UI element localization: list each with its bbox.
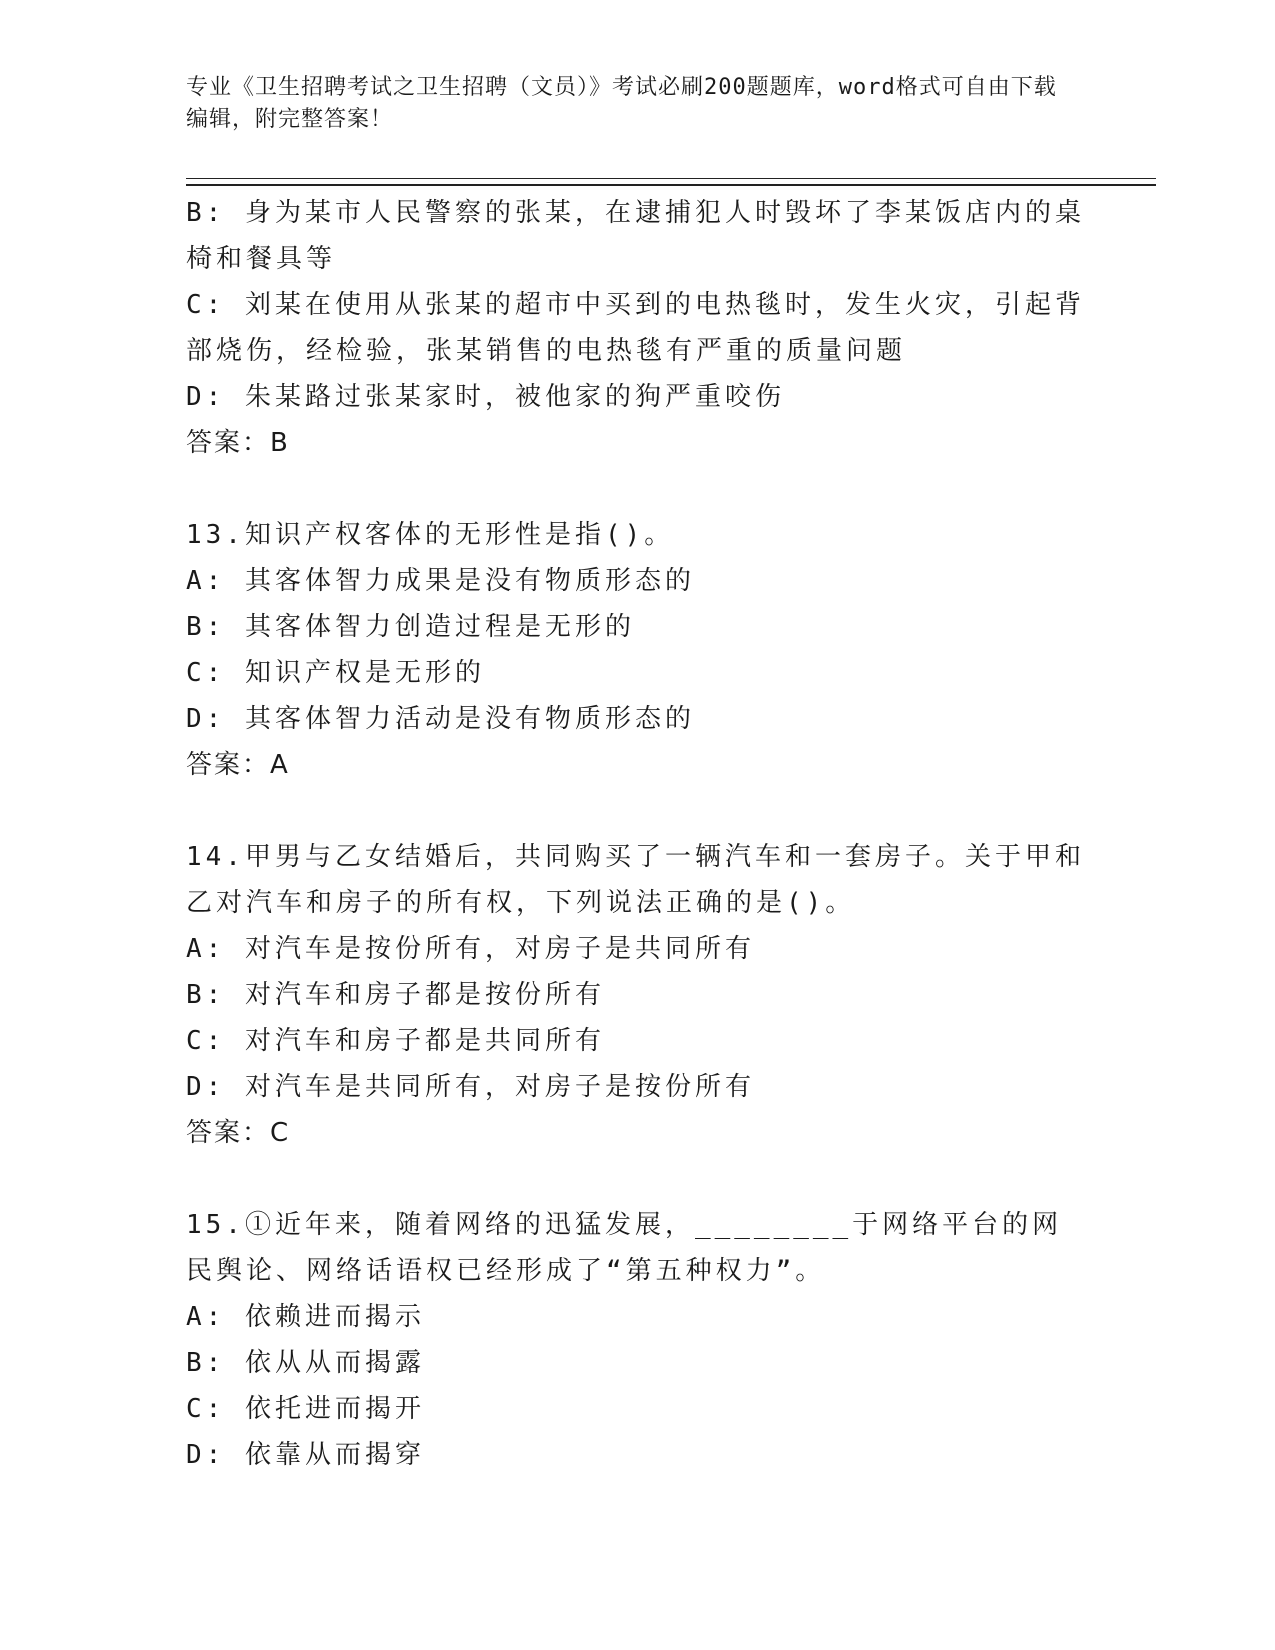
option-d: D: 依靠从而揭穿 bbox=[186, 1440, 425, 1470]
spacer bbox=[186, 466, 1086, 512]
option-a: A: 对汽车是按份所有，对房子是共同所有 bbox=[186, 934, 755, 964]
question-stem: 13.知识产权客体的无形性是指()。 bbox=[186, 520, 675, 550]
question-content bbox=[186, 190, 1086, 1478]
option-a: A: 其客体智力成果是没有物质形态的 bbox=[186, 566, 695, 596]
option-c: C: 对汽车和房子都是共同所有 bbox=[186, 1026, 605, 1056]
option-d: D: 对汽车是共同所有，对房子是按份所有 bbox=[186, 1072, 755, 1102]
option-b: B: 对汽车和房子都是按份所有 bbox=[186, 980, 605, 1010]
question-stem: 14.甲男与乙女结婚后，共同购买了一辆汽车和一套房子。关于甲和乙对汽车和房子的所有权，下列说法正确的是()。 bbox=[186, 842, 1085, 918]
question-13 bbox=[186, 512, 1086, 788]
option-c: C: 知识产权是无形的 bbox=[186, 658, 485, 688]
option-d: D: 朱某路过张某家时，被他家的狗严重咬伤 bbox=[186, 382, 785, 412]
option-b: B: 依从从而揭露 bbox=[186, 1348, 425, 1378]
spacer bbox=[186, 788, 1086, 834]
answer-label: 答案：C bbox=[186, 1118, 291, 1148]
option-d: D: 其客体智力活动是没有物质形态的 bbox=[186, 704, 695, 734]
prev-question-block bbox=[186, 190, 1086, 466]
option-a: A: 依赖进而揭示 bbox=[186, 1302, 425, 1332]
document-title: 专业《卫生招聘考试之卫生招聘（文员）》考试必刷200题题库，word格式可自由下载编辑，附完整答案！ bbox=[186, 75, 1057, 132]
question-stem: 15.①近年来，随着网络的迅猛发展，________于网络平台的网民舆论、网络话语权已经形成了“第五种权力”。 bbox=[186, 1210, 1063, 1286]
question-14 bbox=[186, 834, 1086, 1156]
spacer bbox=[186, 1156, 1086, 1202]
page-header bbox=[186, 72, 1066, 136]
option-b: B: 其客体智力创造过程是无形的 bbox=[186, 612, 635, 642]
answer-label: 答案：B bbox=[186, 428, 290, 458]
option-b: B: 身为某市人民警察的张某，在逮捕犯人时毁坏了李某饭店内的桌椅和餐具等 bbox=[186, 198, 1085, 274]
question-15 bbox=[186, 1202, 1086, 1478]
header-divider bbox=[186, 178, 1156, 186]
answer-label: 答案：A bbox=[186, 750, 290, 780]
option-c: C: 依托进而揭开 bbox=[186, 1394, 425, 1424]
option-c: C: 刘某在使用从张某的超市中买到的电热毯时，发生火灾，引起背部烧伤，经检验，张某销售的电热毯有严重的质量问题 bbox=[186, 290, 1085, 366]
